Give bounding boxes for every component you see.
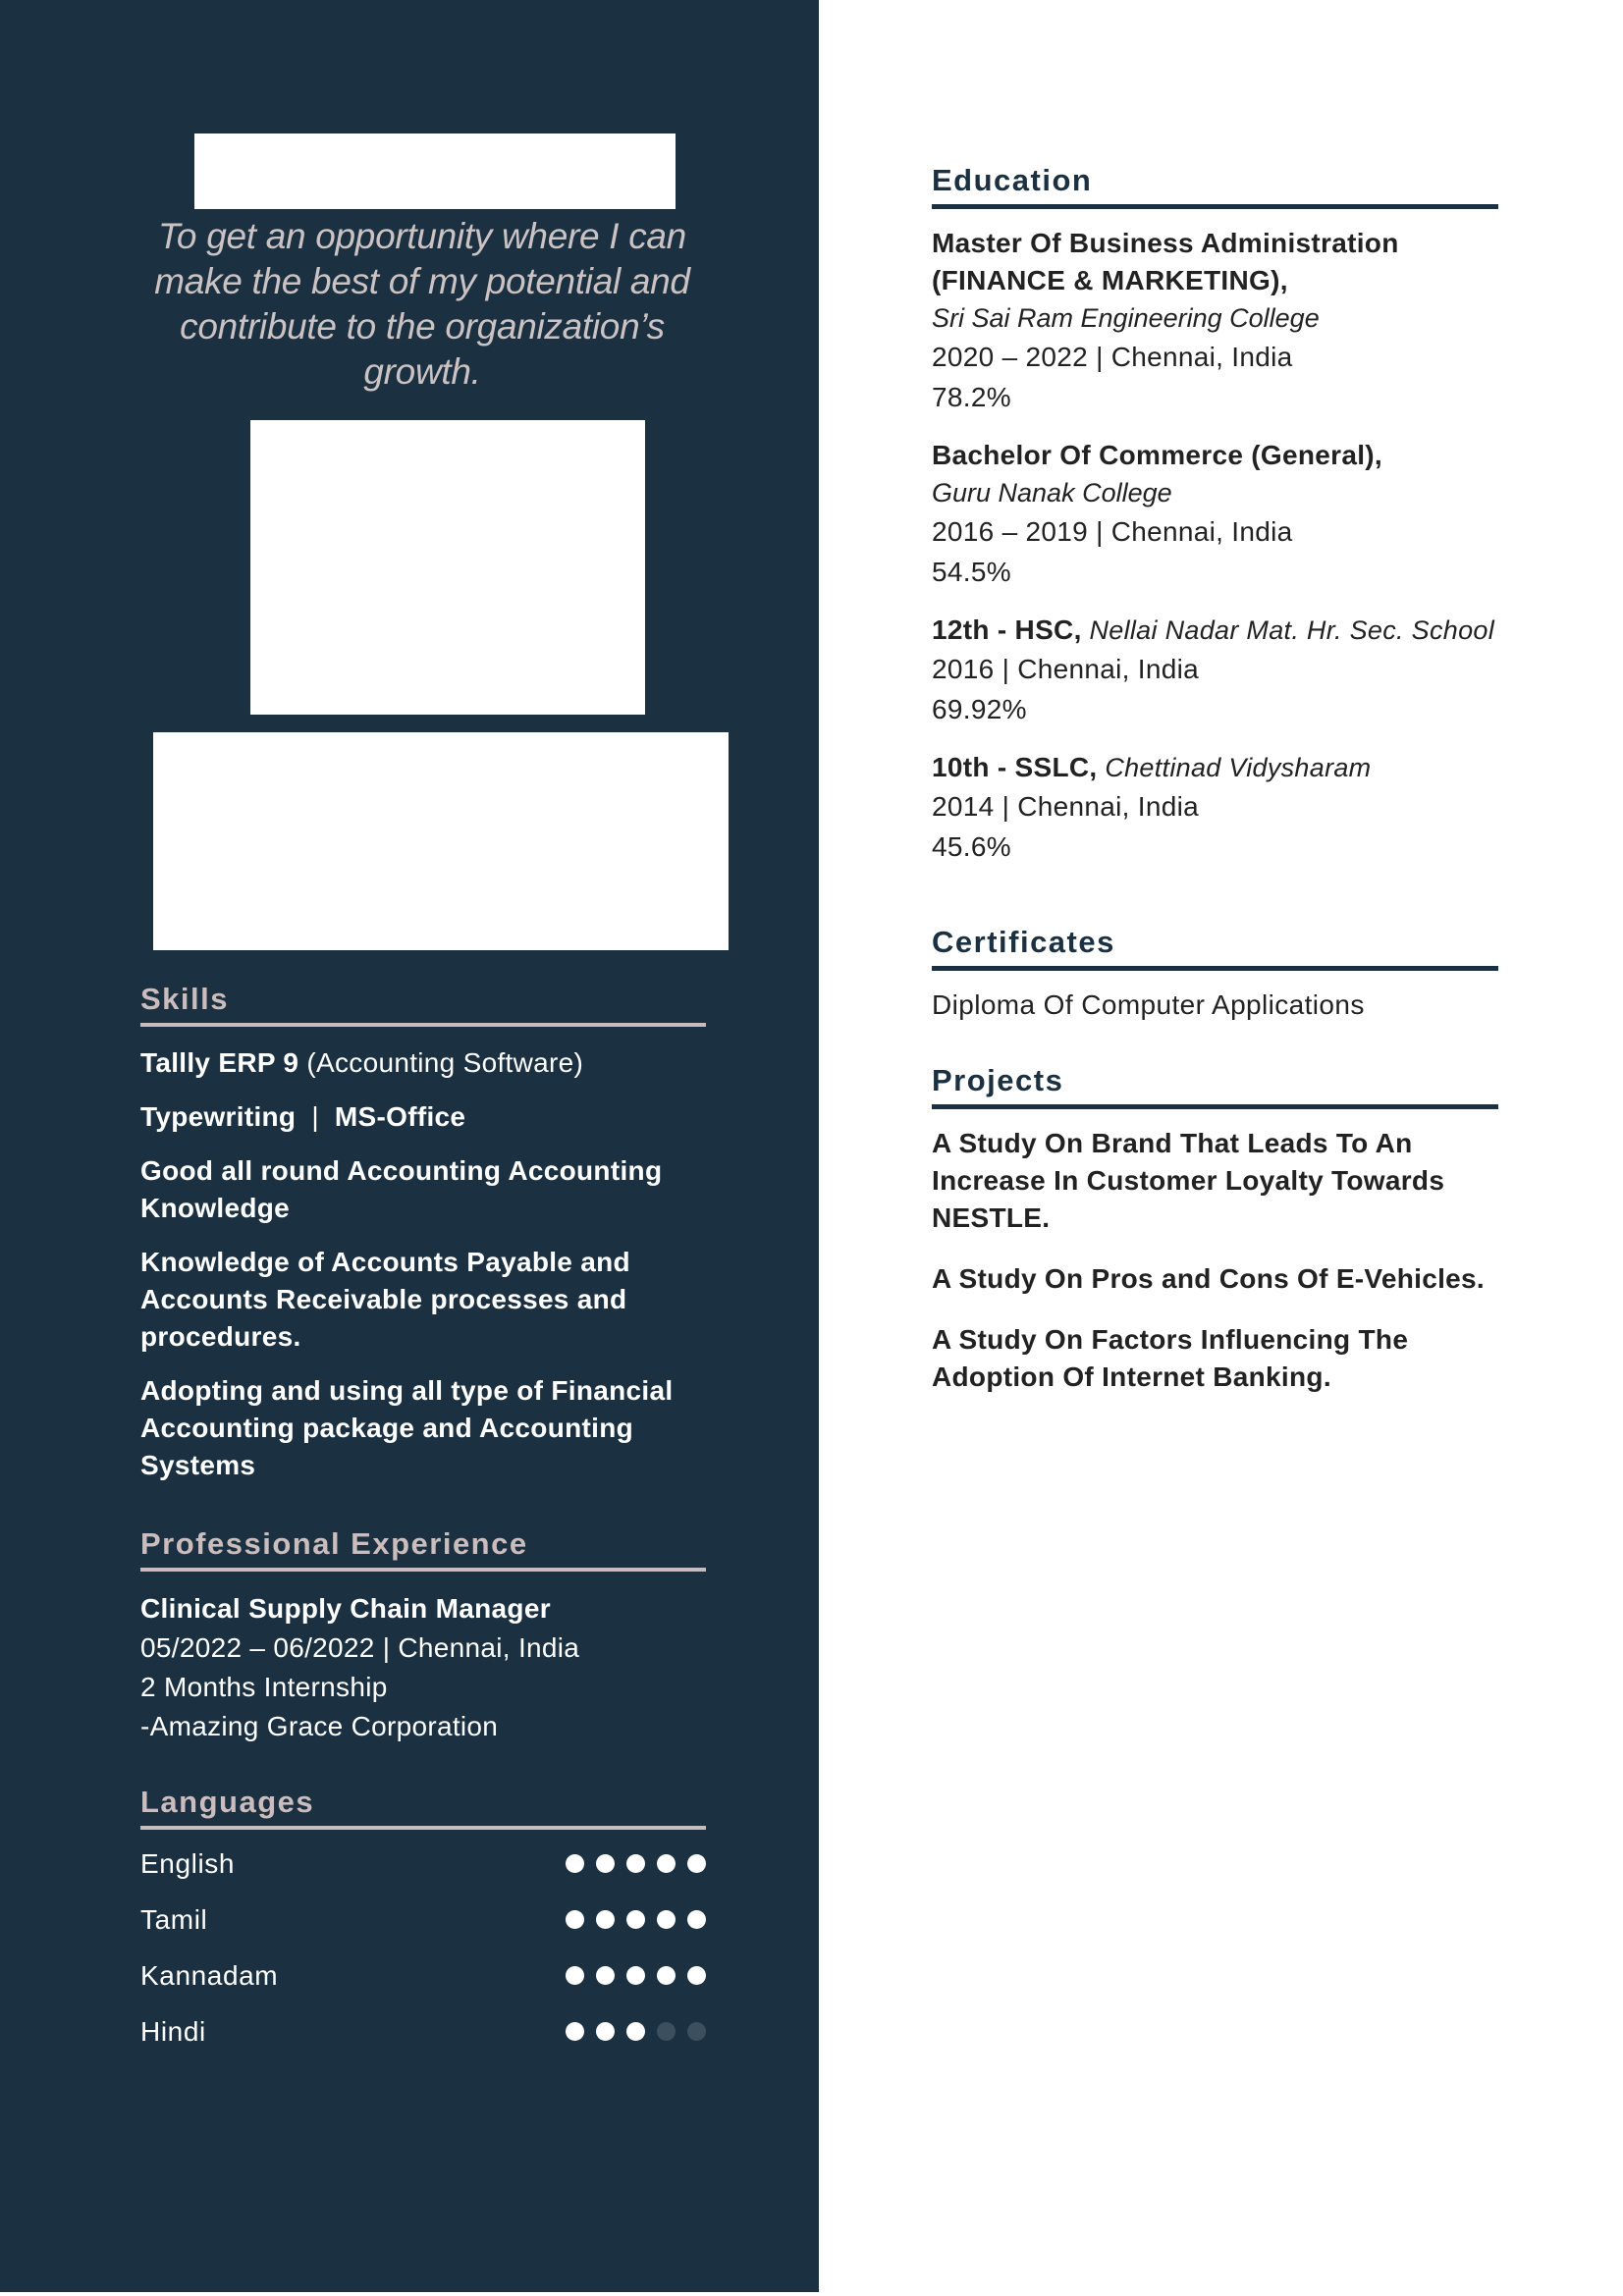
skill-item: Adopting and using all type of Financial Accounting package and Accounting Systems	[140, 1375, 674, 1480]
rating-dot-empty-icon	[687, 2022, 706, 2041]
institution: Nellai Nadar Mat. Hr. Sec. School	[1081, 615, 1495, 645]
languages-list	[140, 1836, 706, 2059]
skill-separator: |	[311, 1101, 319, 1132]
language-rating	[566, 1966, 706, 1985]
education-item	[932, 225, 1498, 417]
rating-dot-filled-icon	[687, 1966, 706, 1985]
score: 54.5%	[932, 557, 1011, 587]
photo-placeholder-block	[250, 420, 645, 715]
certificate-item: Diploma Of Computer Applications	[932, 989, 1365, 1020]
skill-note: (Accounting Software)	[298, 1047, 584, 1078]
contact-placeholder-block	[153, 732, 729, 950]
language-name: English	[140, 1847, 236, 1879]
experience-detail: -Amazing Grace Corporation	[140, 1711, 499, 1741]
experience-detail: 2 Months Internship	[140, 1672, 388, 1702]
language-row	[140, 2003, 706, 2059]
education-section	[932, 163, 1498, 886]
certificates-heading: Certificates	[932, 925, 1498, 971]
degree-title-line	[932, 612, 1498, 649]
rating-dot-filled-icon	[566, 1966, 584, 1985]
rating-dot-filled-icon	[596, 2022, 615, 2041]
language-rating	[566, 2022, 706, 2041]
rating-dot-filled-icon	[657, 1966, 676, 1985]
rating-dot-filled-icon	[626, 1910, 645, 1929]
skill-name: Typewriting	[140, 1101, 297, 1132]
languages-section	[140, 1785, 706, 2059]
skill-item: Good all round Accounting Accounting Knowledge	[140, 1155, 663, 1223]
skill-item	[140, 1044, 706, 1082]
dates-location: 2016 | Chennai, India	[932, 654, 1199, 684]
rating-dot-filled-icon	[596, 1854, 615, 1873]
projects-section	[932, 1063, 1498, 1419]
education-item	[932, 437, 1498, 592]
name-placeholder-block	[194, 133, 676, 209]
projects-heading: Projects	[932, 1063, 1498, 1109]
language-row	[140, 1892, 706, 1948]
rating-dot-filled-icon	[596, 1910, 615, 1929]
dates-location: 2020 – 2022 | Chennai, India	[932, 342, 1293, 372]
language-name: Hindi	[140, 2015, 206, 2047]
rating-dot-filled-icon	[626, 1854, 645, 1873]
language-row	[140, 1948, 706, 2003]
rating-dot-filled-icon	[566, 2022, 584, 2041]
skill-item: Knowledge of Accounts Payable and Accounts Receivable processes and procedures.	[140, 1247, 630, 1352]
score: 78.2%	[932, 382, 1011, 412]
institution: Sri Sai Ram Engineering College	[932, 303, 1320, 333]
skill-item	[140, 1098, 706, 1136]
rating-dot-filled-icon	[566, 1854, 584, 1873]
skills-heading: Skills	[140, 982, 706, 1027]
project-item: A Study On Factors Influencing The Adoption Of Internet Banking.	[932, 1324, 1409, 1392]
skill-name: MS-Office	[334, 1101, 466, 1132]
rating-dot-filled-icon	[687, 1854, 706, 1873]
language-rating	[566, 1854, 706, 1873]
score: 69.92%	[932, 694, 1027, 724]
language-row	[140, 1836, 706, 1892]
degree-title: Master Of Business Administration (FINANCE & MARKETING),	[932, 228, 1399, 295]
degree-title: 10th - SSLC,	[932, 752, 1098, 782]
degree-title-line	[932, 749, 1498, 786]
languages-heading: Languages	[140, 1785, 706, 1830]
skills-section	[140, 982, 706, 1501]
experience-heading: Professional Experience	[140, 1526, 706, 1572]
education-item	[932, 612, 1498, 729]
certificates-section	[932, 925, 1498, 1024]
experience-section	[140, 1526, 706, 1746]
rating-dot-filled-icon	[657, 1854, 676, 1873]
education-heading: Education	[932, 163, 1498, 209]
education-item	[932, 749, 1498, 867]
degree-title: 12th - HSC,	[932, 614, 1082, 645]
experience-dates-location: 05/2022 – 06/2022 | Chennai, India	[140, 1632, 580, 1663]
score: 45.6%	[932, 831, 1011, 862]
institution: Chettinad Vidysharam	[1097, 753, 1372, 782]
rating-dot-filled-icon	[687, 1910, 706, 1929]
rating-dot-filled-icon	[626, 1966, 645, 1985]
rating-dot-filled-icon	[626, 2022, 645, 2041]
objective-text: To get an opportunity where I can make the best of my potential and contribute to the organization’s growth.	[154, 216, 690, 392]
rating-dot-filled-icon	[657, 1910, 676, 1929]
dates-location: 2014 | Chennai, India	[932, 791, 1199, 822]
language-name: Kannadam	[140, 1959, 279, 1991]
project-item: A Study On Brand That Leads To An Increase In Customer Loyalty Towards NESTLE.	[932, 1128, 1445, 1233]
experience-title: Clinical Supply Chain Manager	[140, 1593, 551, 1624]
degree-title: Bachelor Of Commerce (General),	[932, 440, 1382, 470]
rating-dot-filled-icon	[566, 1910, 584, 1929]
skill-name: Tallly ERP 9	[140, 1047, 299, 1078]
language-name: Tamil	[140, 1903, 208, 1935]
rating-dot-empty-icon	[657, 2022, 676, 2041]
institution: Guru Nanak College	[932, 478, 1172, 507]
language-rating	[566, 1910, 706, 1929]
rating-dot-filled-icon	[596, 1966, 615, 1985]
dates-location: 2016 – 2019 | Chennai, India	[932, 516, 1293, 547]
project-item: A Study On Pros and Cons Of E-Vehicles.	[932, 1263, 1485, 1294]
